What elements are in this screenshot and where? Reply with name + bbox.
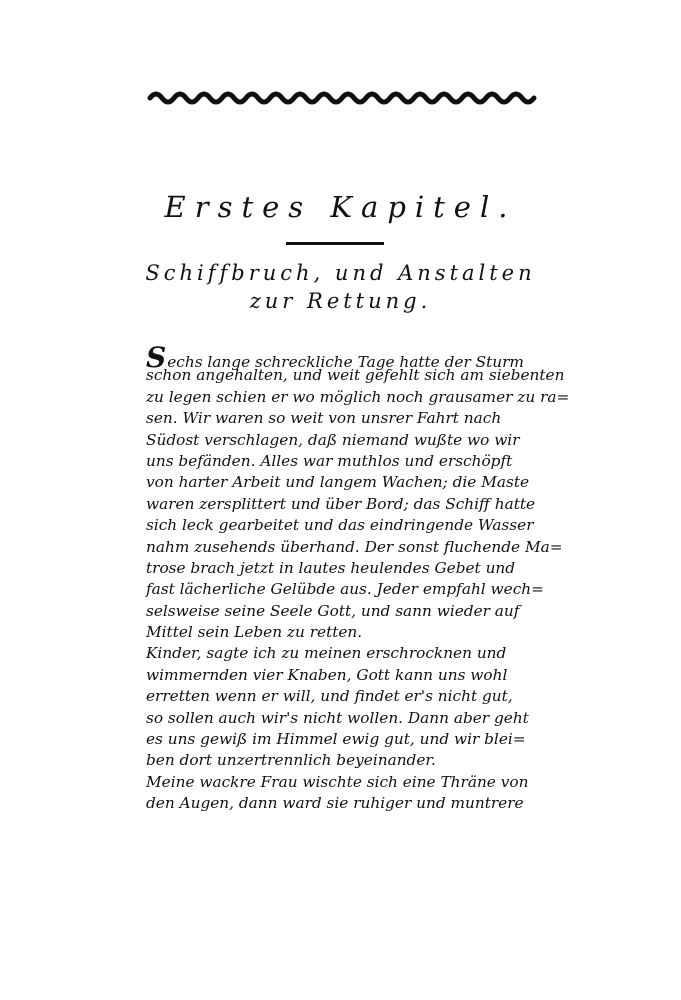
text-line: von harter Arbeit und langem Wachen; die Maste — [146, 473, 530, 492]
text-line: den Augen, dann ward sie ruhiger und muntrere — [146, 794, 524, 813]
drop-cap: S — [146, 341, 167, 374]
text-line: zu legen schien er wo möglich noch grausamer zu ra= — [146, 387, 570, 406]
text-line: fast lächerliche Gelübde aus. Jeder empfahl wech= — [146, 580, 544, 599]
text-line: sich leck gearbeitet und das eindringende Wasser — [146, 516, 534, 535]
text-line: Kinder, sagte ich zu meinen erschrocknen und — [146, 644, 507, 663]
text-line: uns befänden. Alles war muthlos und erschöpft — [146, 451, 513, 470]
chapter-title: Erstes Kapitel. — [164, 190, 517, 224]
chapter-subtitle-line-1: Schiffbruch, und Anstalten — [145, 261, 536, 285]
text-line: Südost verschlagen, daß niemand wußte wo wir — [146, 430, 520, 449]
wave-ornament — [148, 84, 532, 106]
text-line: es uns gewiß im Himmel ewig gut, und wir blei= — [146, 730, 526, 749]
text-line: waren zersplittert und über Bord; das Schiff hatte — [146, 494, 536, 513]
text-line: wimmernden vier Knaben, Gott kann uns wohl — [146, 665, 508, 684]
text-line: ben dort unzertrennlich beyeinander. — [146, 751, 436, 770]
title-rule — [286, 242, 384, 245]
text-line: selsweise seine Seele Gott, und sann wieder auf — [146, 601, 520, 620]
body-text — [146, 341, 570, 815]
text-line: nahm zusehends überhand. Der sonst fluchende Ma= — [146, 537, 563, 556]
chapter-subtitle-line-2: zur Rettung. — [249, 289, 432, 313]
text-line: schon angehalten, und weit gefehlt sich am siebenten — [146, 366, 565, 385]
text-line — [146, 341, 524, 374]
text-line: so sollen auch wir's nicht wollen. Dann aber geht — [146, 708, 529, 727]
text-line: Meine wackre Frau wischte sich eine Thräne von — [146, 772, 529, 791]
text-line: Mittel sein Leben zu retten. — [146, 623, 363, 642]
text-line-content: echs lange schreckliche Tage hatte der Sturm — [167, 353, 524, 371]
text-line: erretten wenn er will, und findet er's nicht gut, — [146, 687, 513, 706]
text-line: sen. Wir waren so weit von unsrer Fahrt nach — [146, 409, 502, 428]
text-line: trose brach jetzt in lautes heulendes Gebet und — [146, 558, 516, 577]
